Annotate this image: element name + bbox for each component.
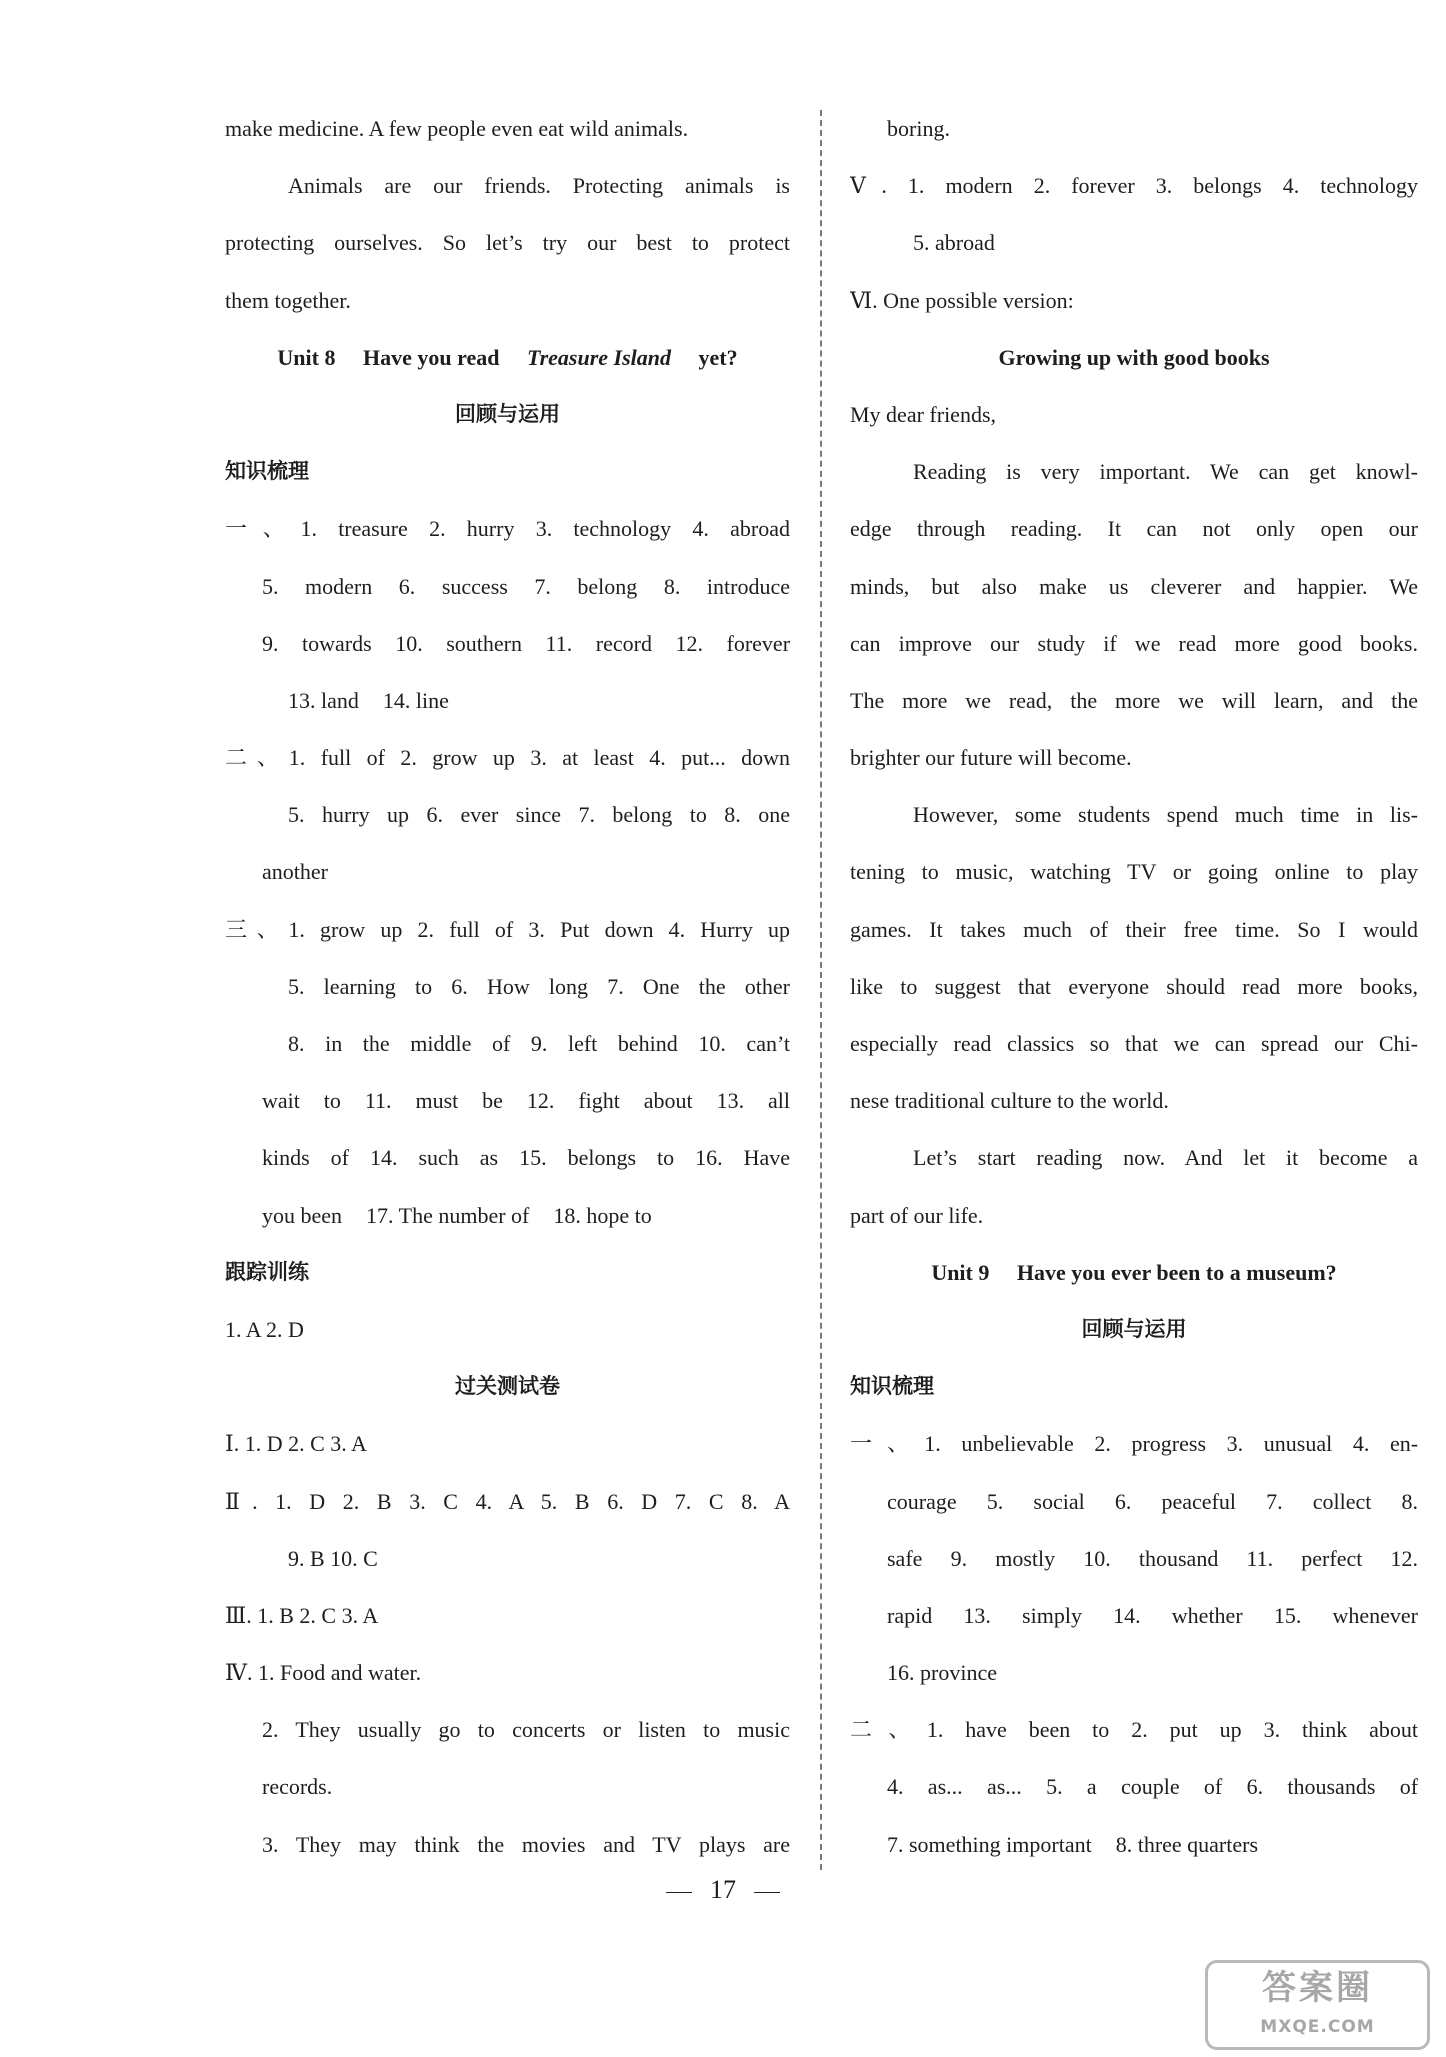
essay-line: minds, but also make us cleverer and happier. We [850, 573, 1418, 599]
section-heading: 知识梳理 [225, 460, 309, 484]
essay-title: Growing up with good books [998, 344, 1270, 370]
column-divider [820, 110, 822, 1870]
answer-line: 一、1. unbelievable 2. progress 3. unusual 4. en- [850, 1431, 1418, 1457]
answer-line: 9. towards 10. southern 11. record 12. forever [262, 630, 790, 656]
watermark-logo: 答案圈 MXQE.COM [1205, 1960, 1430, 2050]
text-line: them together. [225, 287, 351, 313]
answer-line: 二、1. have been to 2. put up 3. think about [850, 1717, 1418, 1743]
essay-line: tening to music, watching TV or going online to play [850, 859, 1418, 885]
dash-left [666, 1892, 692, 1893]
essay-line: brighter our future will become. [850, 745, 1132, 771]
answer-line: you been 17. The number of 18. hope to [262, 1202, 652, 1228]
essay-greeting: My dear friends, [850, 401, 997, 427]
section-heading: 回顾与运用 [1081, 1317, 1187, 1341]
left-column [225, 100, 790, 1873]
answer-line: 4. as... as... 5. a couple of 6. thousands of [887, 1774, 1418, 1800]
answer-line: 3. They may think the movies and TV plays are [262, 1831, 790, 1857]
answer-line: rapid 13. simply 14. whether 15. whenever [887, 1602, 1418, 1628]
answer-line: 5. modern 6. success 7. belong 8. introduce [262, 573, 790, 599]
answer-line: Ⅲ. 1. B 2. C 3. A [225, 1602, 379, 1628]
answer-line: 8. in the middle of 9. left behind 10. can’t [288, 1031, 790, 1056]
answer-line: 2. They usually go to concerts or listen to music [262, 1717, 790, 1743]
answer-line: 1. A 2. D [225, 1316, 304, 1342]
answer-line: 5. hurry up 6. ever since 7. belong to 8. one [288, 802, 790, 828]
answer-line: Ⅴ. 1. modern 2. forever 3. belongs 4. technology [850, 173, 1418, 199]
answer-line: Ⅱ. 1. D 2. B 3. C 4. A 5. B 6. D 7. C 8. A [225, 1488, 790, 1514]
answer-line: Ⅳ. 1. Food and water. [225, 1660, 422, 1686]
answer-line: another [262, 859, 328, 885]
answer-line: records. [262, 1774, 333, 1800]
section-heading: 过关测试卷 [455, 1375, 560, 1399]
essay-line: games. It takes much of their free time. So I would [850, 916, 1418, 942]
essay-line: especially read classics so that we can spread our Chi- [850, 1031, 1418, 1056]
answer-line: 16. province [887, 1660, 997, 1686]
answer-line: 三、1. grow up 2. full of 3. Put down 4. Hurry up [225, 916, 790, 942]
page-number: 17 [0, 1870, 1446, 1910]
essay-line: The more we read, the more we will learn, and the [850, 687, 1418, 713]
section-heading: 回顾与运用 [455, 402, 560, 426]
unit-8-title: Unit 8 Have you read Treasure Island yet? [277, 344, 738, 370]
answer-line: 9. B 10. C [288, 1545, 378, 1571]
answer-line: safe 9. mostly 10. thousand 11. perfect 12. [887, 1545, 1418, 1571]
essay-line: nese traditional culture to the world. [850, 1088, 1169, 1114]
answer-line: 13. land 14. line [288, 687, 449, 713]
answer-line: 5. learning to 6. How long 7. One the other [288, 973, 790, 999]
text-line: Animals are our friends. Protecting animals is [288, 173, 790, 199]
answer-line: courage 5. social 6. peaceful 7. collect 8. [887, 1488, 1418, 1514]
text-line: boring. [887, 116, 950, 141]
essay-line: Let’s start reading now. And let it become a [913, 1145, 1418, 1171]
essay-line: part of our life. [850, 1202, 984, 1228]
dash-right [754, 1892, 780, 1893]
essay-line: edge through reading. It can not only open our [850, 516, 1418, 542]
section-heading: 知识梳理 [850, 1375, 934, 1399]
answer-line: 5. abroad [913, 230, 995, 256]
section-heading: 跟踪训练 [225, 1260, 309, 1284]
essay-line: However, some students spend much time in lis- [913, 802, 1418, 828]
essay-line: like to suggest that everyone should read more books, [850, 973, 1418, 999]
answer-line: kinds of 14. such as 15. belongs to 16. Have [262, 1145, 790, 1171]
essay-line: can improve our study if we read more good books. [850, 630, 1418, 656]
answer-line: Ⅰ. 1. D 2. C 3. A [225, 1431, 367, 1457]
answer-line: 二、1. full of 2. grow up 3. at least 4. put... down [225, 745, 790, 771]
answer-line: Ⅵ. One possible version: [850, 287, 1074, 313]
right-column [850, 100, 1418, 1873]
answer-line: 一、1. treasure 2. hurry 3. technology 4. abroad [225, 516, 790, 542]
answer-line: wait to 11. must be 12. fight about 13. all [262, 1088, 790, 1114]
essay-line: Reading is very important. We can get knowl- [913, 459, 1418, 485]
text-line: protecting ourselves. So let’s try our best to protect [225, 230, 790, 256]
unit-9-title: Unit 9 Have you ever been to a museum? [931, 1259, 1337, 1285]
answer-line: 7. something important 8. three quarters [887, 1831, 1259, 1857]
text-line: make medicine. A few people even eat wild animals. [225, 116, 689, 141]
